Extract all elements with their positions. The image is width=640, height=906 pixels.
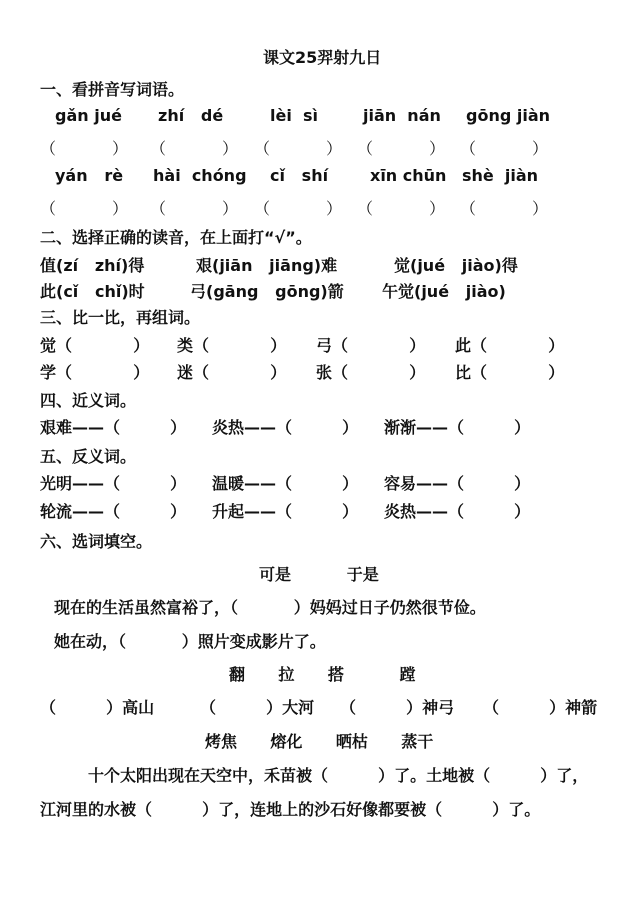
pinyin-item: xīn chūn <box>370 166 447 185</box>
verb-blank[interactable]: （ ）大河 <box>200 698 315 717</box>
synonym-blank[interactable]: 炎热——（ ） <box>212 418 359 437</box>
pinyin-item: cǐ shí <box>270 166 329 185</box>
word-group-blank[interactable]: 迷（ ） <box>177 363 287 382</box>
pinyin-item: yán rè <box>55 166 124 185</box>
answer-blank[interactable]: （ ） <box>357 139 445 158</box>
section-1-heading: 一、看拼音写词语。 <box>40 80 185 99</box>
pinyin-item: hài chóng <box>153 166 247 185</box>
antonym-blank[interactable]: 光明——（ ） <box>40 474 187 493</box>
antonym-blank[interactable]: 容易——（ ） <box>384 474 531 493</box>
pronunciation-choice[interactable]: 值(zí zhí)得 <box>40 256 145 275</box>
word-group-blank[interactable]: 学（ ） <box>40 363 150 382</box>
answer-blank[interactable]: （ ） <box>40 139 128 158</box>
paragraph-line[interactable]: 江河里的水被（ ）了，连地上的沙石好像都要被（ ）了。 <box>40 800 541 819</box>
antonym-blank[interactable]: 温暖——（ ） <box>212 474 359 493</box>
paragraph-line[interactable]: 十个太阳出现在天空中，禾苗被（ ）了。土地被（ ）了， <box>88 766 589 785</box>
fill-sentence[interactable]: 她在动，（ ）照片变成影片了。 <box>54 632 326 651</box>
word-group-blank[interactable]: 觉（ ） <box>40 336 150 355</box>
pinyin-item: zhí dé <box>158 106 224 125</box>
answer-blank[interactable]: （ ） <box>40 199 128 218</box>
pinyin-item: lèi sì <box>270 106 318 125</box>
pinyin-item: gōng jiàn <box>466 106 551 125</box>
answer-blank[interactable]: （ ） <box>150 199 238 218</box>
section-4-heading: 四、近义词。 <box>40 391 137 410</box>
answer-blank[interactable]: （ ） <box>460 139 548 158</box>
pronunciation-choice[interactable]: 弓(gāng gōng)箭 <box>190 282 344 301</box>
section-2-heading: 二、选择正确的读音，在上面打“√”。 <box>40 228 312 247</box>
antonym-blank[interactable]: 升起——（ ） <box>212 502 359 521</box>
answer-blank[interactable]: （ ） <box>254 139 342 158</box>
section-3-heading: 三、比一比，再组词。 <box>40 308 201 327</box>
word-group-blank[interactable]: 比（ ） <box>455 363 565 382</box>
antonym-blank[interactable]: 炎热——（ ） <box>384 502 531 521</box>
pronunciation-choice[interactable]: 艰(jiān jiāng)难 <box>196 256 338 275</box>
pronunciation-choice[interactable]: 觉(jué jiào)得 <box>394 256 518 275</box>
section-6-heading: 六、选词填空。 <box>40 532 153 551</box>
word-choices: 翻 拉 搭 蹚 <box>229 665 416 684</box>
word-group-blank[interactable]: 弓（ ） <box>316 336 426 355</box>
pinyin-item: gǎn jué <box>55 106 122 125</box>
pronunciation-choice[interactable]: 午觉(jué jiào) <box>382 282 506 301</box>
answer-blank[interactable]: （ ） <box>460 199 548 218</box>
verb-blank[interactable]: （ ）神箭 <box>483 698 598 717</box>
word-group-blank[interactable]: 张（ ） <box>316 363 426 382</box>
pronunciation-choice[interactable]: 此(cǐ chǐ)时 <box>40 282 145 301</box>
section-5-heading: 五、反义词。 <box>40 447 137 466</box>
pinyin-item: jiān nán <box>363 106 441 125</box>
antonym-blank[interactable]: 轮流——（ ） <box>40 502 187 521</box>
page-title: 课文25羿射九日 <box>263 48 382 67</box>
answer-blank[interactable]: （ ） <box>357 199 445 218</box>
synonym-blank[interactable]: 艰难——（ ） <box>40 418 187 437</box>
word-choices: 可是 于是 <box>259 565 379 584</box>
answer-blank[interactable]: （ ） <box>254 199 342 218</box>
word-choices: 烤焦 熔化 晒枯 蒸干 <box>205 732 434 751</box>
verb-blank[interactable]: （ ）高山 <box>40 698 155 717</box>
word-group-blank[interactable]: 类（ ） <box>177 336 287 355</box>
synonym-blank[interactable]: 渐渐——（ ） <box>384 418 531 437</box>
verb-blank[interactable]: （ ）神弓 <box>340 698 455 717</box>
fill-sentence[interactable]: 现在的生活虽然富裕了，（ ）妈妈过日子仍然很节俭。 <box>54 598 486 617</box>
pinyin-item: shè jiàn <box>462 166 539 185</box>
answer-blank[interactable]: （ ） <box>150 139 238 158</box>
word-group-blank[interactable]: 此（ ） <box>455 336 565 355</box>
